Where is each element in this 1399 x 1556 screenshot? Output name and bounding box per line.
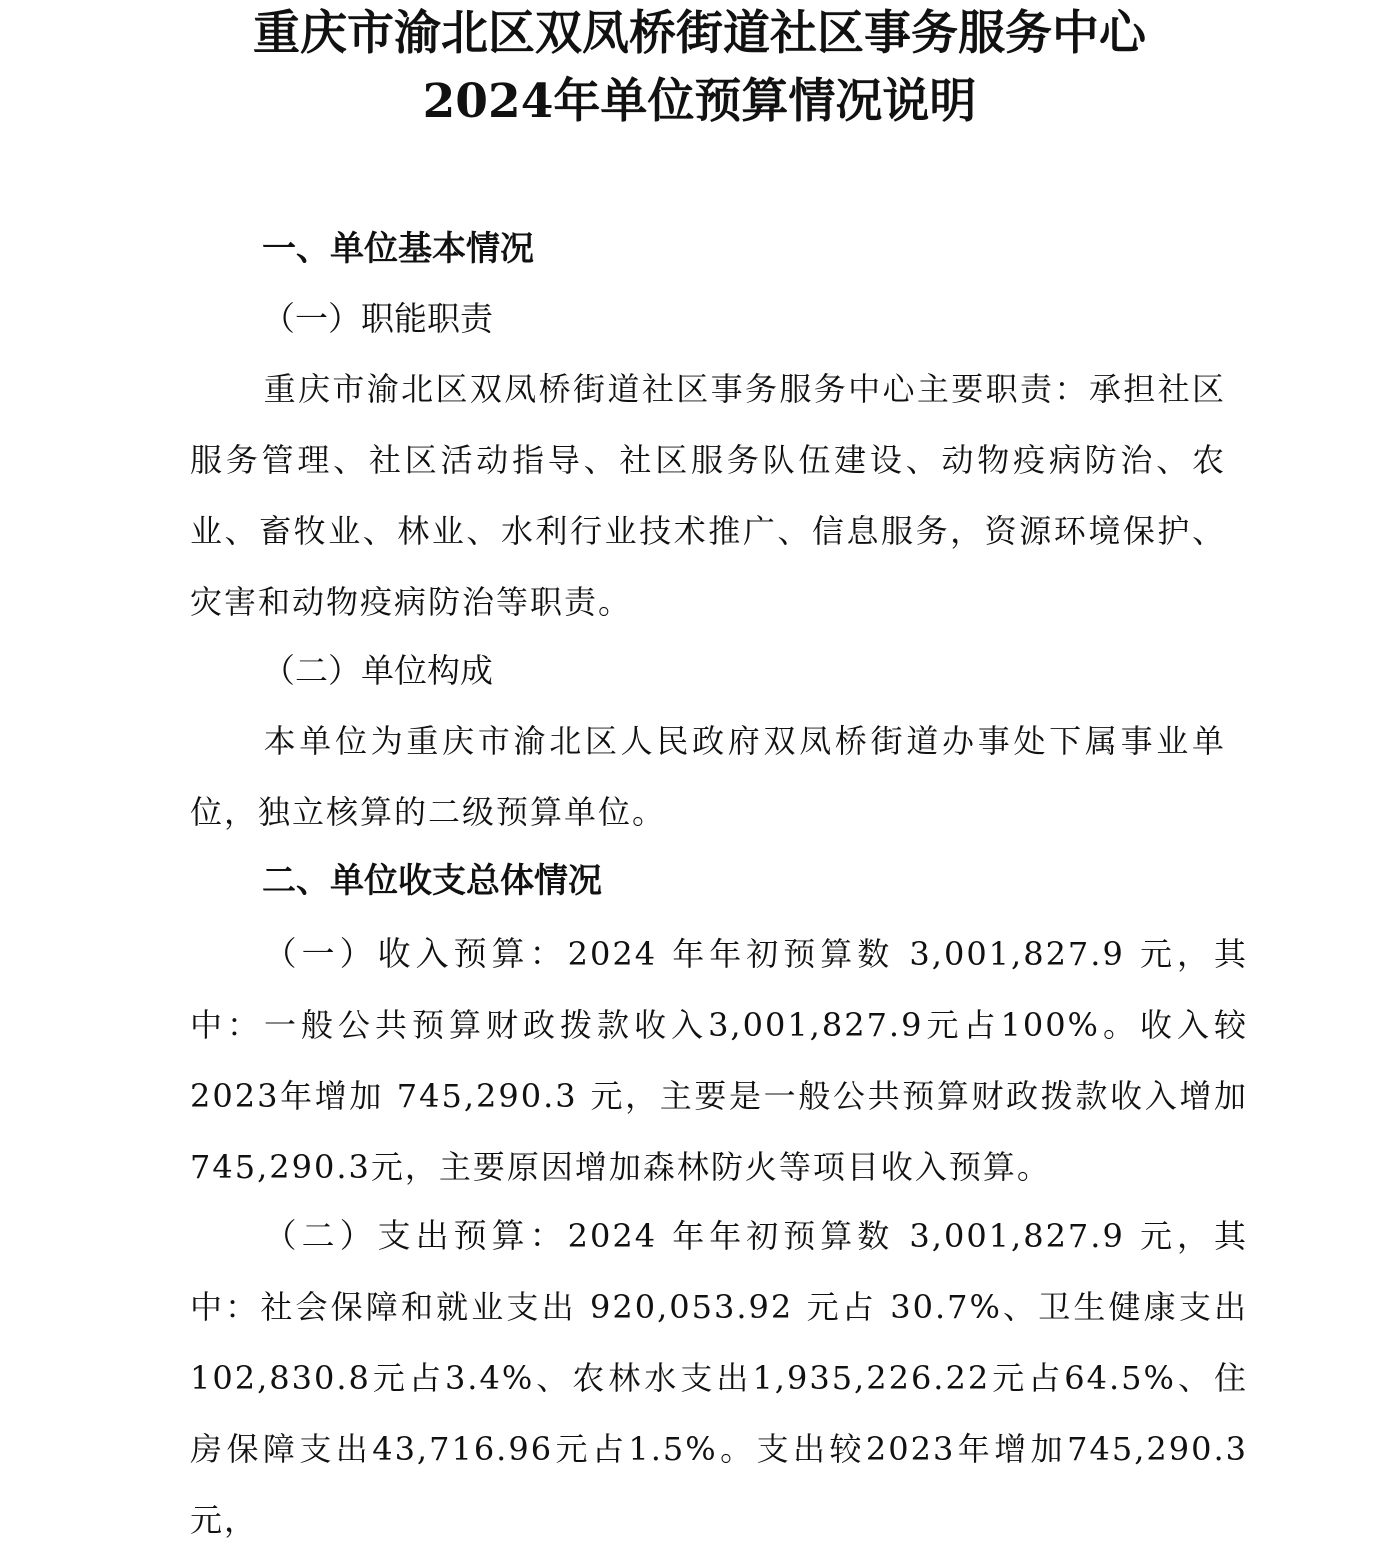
document-title-line1: 重庆市渝北区双凤桥街道社区事务服务中心: [253, 6, 1146, 61]
section1-sub2-heading: （二）单位构成: [262, 651, 493, 690]
section2-heading: 二、单位收支总体情况: [262, 861, 602, 901]
income-text: 2024 年年初预算数 3,001,827.9 元，其中：一般公共预算财政拨款收入3,001,827.9元占100%。收入较2023年增加 745,290.3 元，主要是一般公共预算财政拨款收入增加745,290.3元，主要原因增加森林防火等项目收入预算。: [190, 935, 1248, 1186]
section1-sub2-paragraph: 本单位为重庆市渝北区人民政府双凤桥街道办事处下属事业单位，独立核算的二级预算单位。: [190, 722, 1226, 831]
income-lead: （一）收入预算：: [263, 934, 568, 973]
section2-income-paragraph: [190, 918, 1248, 1203]
document-title-line2: 2024年单位预算情况说明: [422, 74, 977, 129]
section1-sub1-heading: （一）职能职责: [262, 299, 493, 338]
section2-expense-paragraph: [190, 1200, 1248, 1556]
section1-heading: 一、单位基本情况: [262, 229, 534, 269]
section1-sub1-paragraph: 重庆市渝北区双凤桥街道社区事务服务中心主要职责：承担社区服务管理、社区活动指导、社区服务队伍建设、动物疫病防治、农业、畜牧业、林业、水利行业技术推广、信息服务，资源环境保护、灾害和动物疫病防治等职责。: [190, 370, 1226, 621]
expense-lead: （二）支出预算：: [263, 1216, 568, 1255]
expense-text: 2024 年年初预算数 3,001,827.9 元，其中：社会保障和就业支出 920,053.92 元占 30.7%、卫生健康支出102,830.8元占3.4%、农林水支出1,935,226.22元占64.5%、住房保障支出43,716.96元占1.5%。支出较2023年增加745,290.3元，: [190, 1217, 1248, 1539]
